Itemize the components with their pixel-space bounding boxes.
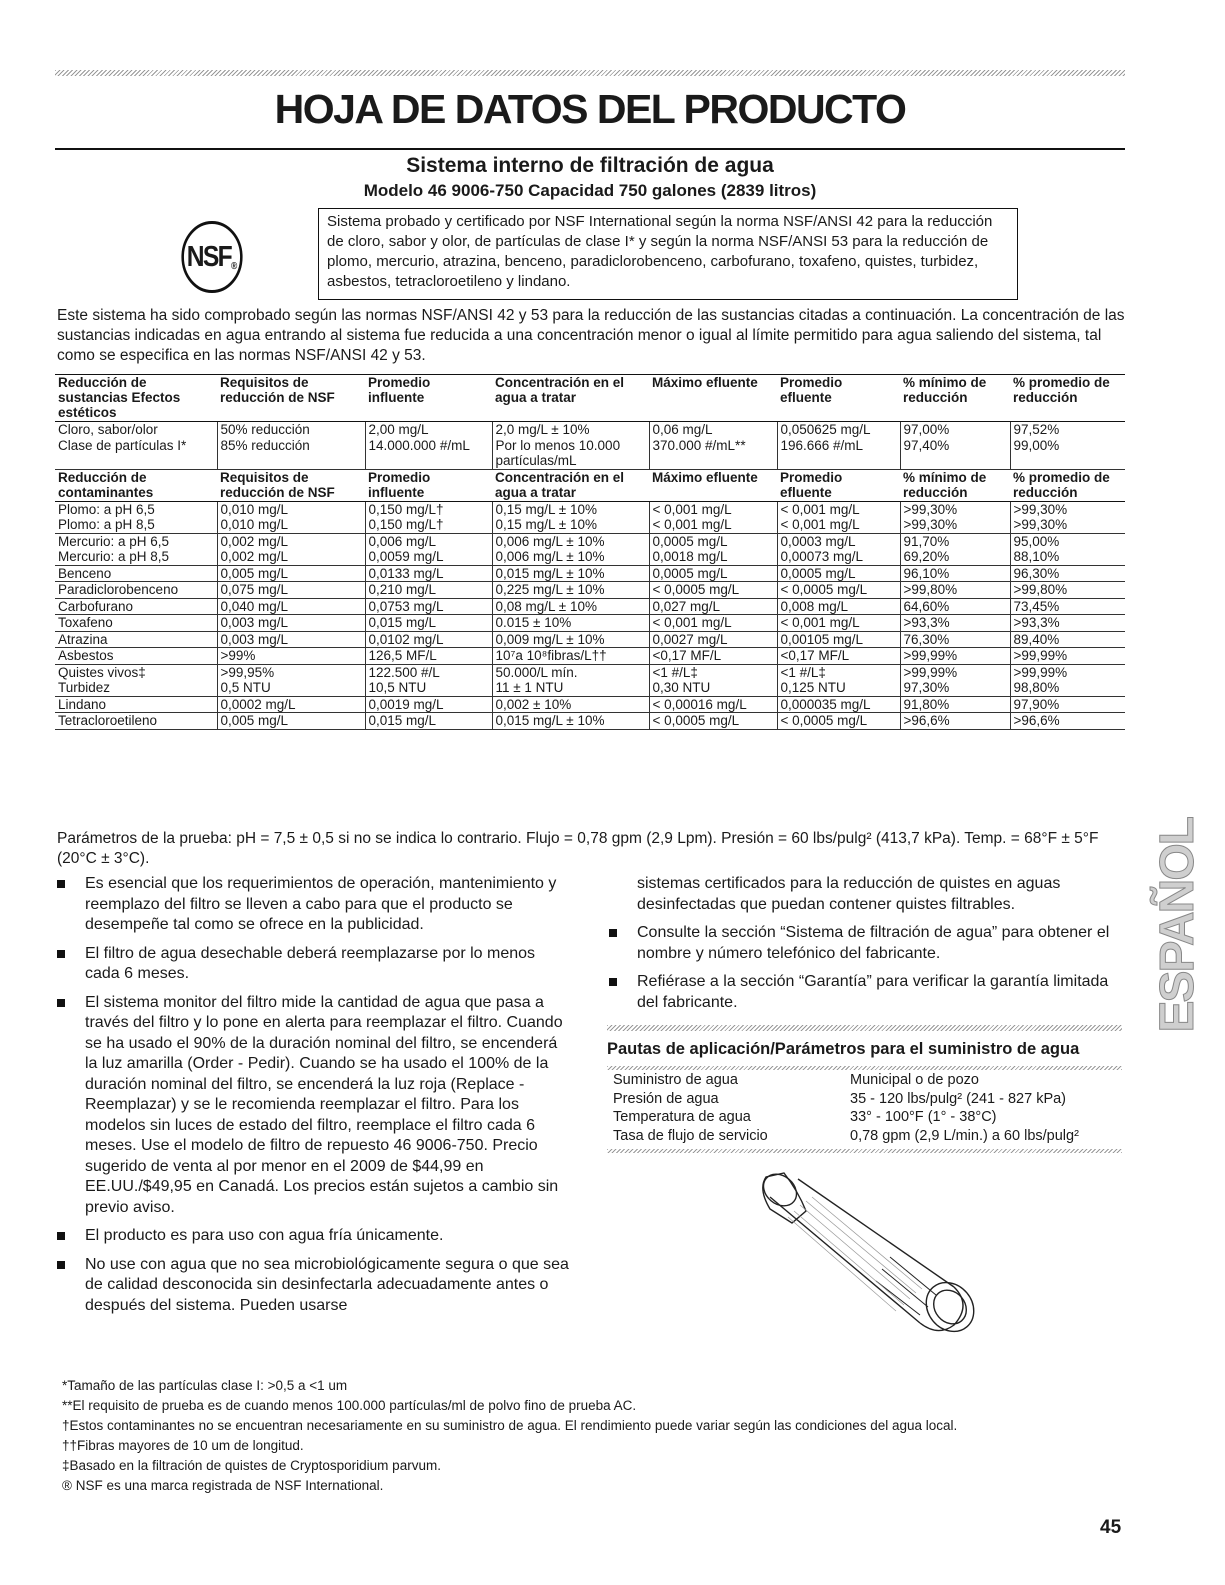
bullet-item: Es esencial que los requerimientos de operación, mantenimiento y reemplazo del filtro se lleven a cabo para que el producto se desempeñe tal como se ofrece en la publicidad. — [55, 874, 570, 936]
table-cell: 0,006 mg/L ± 10% 0,006 mg/L ± 10% — [492, 533, 649, 565]
table-cell: 89,40% — [1010, 631, 1125, 648]
intro-paragraph: Este sistema ha sido comprobado según las normas NSF/ANSI 42 y 53 para la reducción de las sustancias citadas a continuación. La concentración de las sustancias indicadas en agua entrando al sistema fue reducida a una concentración menor o igual al límite permitido para agua saliendo del sistema, tal como se especifica en las normas NSF/ANSI 42 y 53. — [57, 307, 1125, 364]
table-cell: 0,027 mg/L — [649, 598, 777, 615]
table-cell: 0,0102 mg/L — [365, 631, 492, 648]
table-cell: 122.500 #/L 10,5 NTU — [365, 664, 492, 696]
footnote: **El requisito de prueba es de cuando menos 100.000 partículas/ml de polvo fino de prueba AC. — [62, 1398, 637, 1413]
column-header: Máximo efluente — [649, 375, 777, 422]
table-cell: >99,99% 98,80% — [1010, 664, 1125, 696]
table-cell: >99,30% >99,30% — [1010, 501, 1125, 533]
column-header: Promedio efluente — [777, 375, 900, 422]
table-cell: 0,000035 mg/L — [777, 696, 900, 713]
table-cell: 91,80% — [900, 696, 1010, 713]
table-cell: < 0,001 mg/L — [777, 615, 900, 632]
table-cell: 0,015 mg/L ± 10% — [492, 565, 649, 582]
guideline-label: Presión de agua — [613, 1090, 719, 1107]
table-cell: 0.015 ± 10% — [492, 615, 649, 632]
table-cell: 0,002 mg/L 0,002 mg/L — [217, 533, 365, 565]
table-cell: 64,60% — [900, 598, 1010, 615]
test-parameters: Parámetros de la prueba: pH = 7,5 ± 0,5 si no se indica lo contrario. Flujo = 0,78 gpm (2,9 Lpm). Presión = 60 lbs/pulg² (413,7 kPa). Temp. = 68°F ± 5°F (20°C ± 3°C). — [57, 830, 1099, 867]
table-cell: 10⁷a 10⁸fibras/L†† — [492, 648, 649, 665]
table-cell: Paradiclorobenceno — [55, 582, 217, 599]
table-cell: Benceno — [55, 565, 217, 582]
table-cell: 0,0002 mg/L — [217, 696, 365, 713]
table-cell: >99,80% — [1010, 582, 1125, 599]
column-header: % mínimo de reducción — [900, 469, 1010, 501]
column-header: Requisitos de reducción de NSF — [217, 469, 365, 501]
footnote: *Tamaño de las partículas clase I: >0,5 a <1 um — [62, 1378, 348, 1393]
table-cell: 0,0005 mg/L 0,0018 mg/L — [649, 533, 777, 565]
table-row — [55, 582, 1125, 599]
filter-cartridge-illustration — [740, 1165, 990, 1345]
table-row — [55, 631, 1125, 648]
table-cell: 95,00% 88,10% — [1010, 533, 1125, 565]
table-row — [55, 598, 1125, 615]
column-header: Concentración en el agua a tratar — [492, 375, 649, 422]
footnote: ‡Basado en la filtración de quistes de Cryptosporidium parvum. — [62, 1458, 441, 1473]
subtitle: Sistema interno de filtración de agua — [406, 154, 774, 177]
table-cell: >99% — [217, 648, 365, 665]
table-cell: 0,040 mg/L — [217, 598, 365, 615]
table-cell: 0,009 mg/L ± 10% — [492, 631, 649, 648]
right-bullets — [607, 923, 1122, 1013]
table-cell: 0,06 mg/L 370.000 #/mL** — [649, 422, 777, 470]
table-cell: 0,005 mg/L — [217, 565, 365, 582]
footnotes — [62, 1376, 1132, 1496]
table-cell: Atrazina — [55, 631, 217, 648]
guideline-row — [607, 1090, 1122, 1109]
nsf-logo: NSF $_®$ — [181, 221, 242, 293]
table-cell: 96,10% — [900, 565, 1010, 582]
table-row — [55, 648, 1125, 665]
table-cell: 0,0005 mg/L — [649, 565, 777, 582]
bullet-item: Refiérase a la sección “Garantía” para verificar la garantía limitada del fabricante. — [607, 972, 1122, 1013]
guideline-row — [607, 1108, 1122, 1127]
column-header: Requisitos de reducción de NSF — [217, 375, 365, 422]
guideline-value: 0,78 gpm (2,9 L/min.) a 60 lbs/pulg² — [850, 1127, 1079, 1144]
column-header: % mínimo de reducción — [900, 375, 1010, 422]
guideline-row — [607, 1127, 1122, 1146]
nsf-logo-text: NSF — [186, 240, 231, 273]
bullet-item: El producto es para uso con agua fría únicamente. — [55, 1226, 570, 1247]
right-bullet-list — [607, 874, 1122, 1021]
guidelines-title: Pautas de aplicación/Parámetros para el suministro de agua — [607, 1040, 1080, 1058]
table-cell: >99,80% — [900, 582, 1010, 599]
language-side-label: ESPAÑOL — [1151, 818, 1204, 1033]
table-cell: Lindano — [55, 696, 217, 713]
table-cell: 2,0 mg/L ± 10% Por lo menos 10.000 partículas/mL — [492, 422, 649, 470]
table-cell: >99,30% >99,30% — [900, 501, 1010, 533]
guideline-row — [607, 1071, 1122, 1090]
column-header: Promedio influente — [365, 375, 492, 422]
table-cell: >99,99% 97,30% — [900, 664, 1010, 696]
table-header-row — [55, 469, 1125, 501]
table-cell: 126,5 MF/L — [365, 648, 492, 665]
model-line: Modelo 46 9006-750 Capacidad 750 galones (2839 litros) — [363, 181, 817, 200]
guideline-value: Municipal o de pozo — [850, 1072, 979, 1088]
table-cell: 0,0003 mg/L 0,00073 mg/L — [777, 533, 900, 565]
left-bullet-list — [55, 874, 570, 1324]
table-header-row — [55, 375, 1125, 422]
table-cell: >93,3% — [1010, 615, 1125, 632]
table-cell: < 0,0005 mg/L — [777, 582, 900, 599]
bullet-item: El filtro de agua desechable deberá reemplazarse por lo menos cada 6 meses. — [55, 944, 570, 985]
table-cell: 0,0019 mg/L — [365, 696, 492, 713]
column-header: % promedio de reducción — [1010, 469, 1125, 501]
guideline-value: 35 - 120 lbs/pulg² (241 - 827 kPa) — [850, 1090, 1067, 1107]
table-cell: >96,6% — [1010, 713, 1125, 730]
table-cell: Quistes vivos‡ Turbidez — [55, 664, 217, 696]
table-row — [55, 615, 1125, 632]
table-cell: 73,45% — [1010, 598, 1125, 615]
table-cell: 0,15 mg/L ± 10% 0,15 mg/L ± 10% — [492, 501, 649, 533]
table-row — [55, 713, 1125, 730]
table-cell: 0,210 mg/L — [365, 582, 492, 599]
table-cell: 0,015 mg/L ± 10% — [492, 713, 649, 730]
table-cell: 0,005 mg/L — [217, 713, 365, 730]
table-cell: <0,17 MF/L — [649, 648, 777, 665]
table-cell: 76,30% — [900, 631, 1010, 648]
footnote: ††Fibras mayores de 10 um de longitud. — [62, 1438, 304, 1453]
table-cell: 0,08 mg/L ± 10% — [492, 598, 649, 615]
table-cell: 0,0005 mg/L — [777, 565, 900, 582]
guideline-label: Tasa de flujo de servicio — [613, 1127, 768, 1144]
table-cell: <1 #/L‡ 0,30 NTU — [649, 664, 777, 696]
table-cell: 0,050625 mg/L 196.666 #/mL — [777, 422, 900, 470]
column-header: Reducción de sustancias Efectos estéticos — [55, 375, 217, 422]
table-cell: 97,00% 97,40% — [900, 422, 1010, 470]
certification-text: Sistema probado y certificado por NSF International según la norma NSF/ANSI 42 para la reducción de cloro, sabor y olor, de partículas de clase I* y según la norma NSF/ANSI 53 para la reducción de plomo, mercurio, atrazina, benceno, paradiclorobenceno, carbofurano, toxafeno, quistes, turbidez, asbestos, tetracloroetileno y lindano. — [327, 213, 993, 290]
column-header: Máximo efluente — [649, 469, 777, 501]
table-cell: 0,0133 mg/L — [365, 565, 492, 582]
table-cell: < 0,00016 mg/L — [649, 696, 777, 713]
table-cell: 0,225 mg/L ± 10% — [492, 582, 649, 599]
bullet-item: El sistema monitor del filtro mide la cantidad de agua que pasa a través del filtro y lo pone en alerta para reemplazar el filtro. Cuando se ha usado el 90% de la duración nominal del filtro, se encenderá la luz amarilla (Order - Pedir). Cuando se ha usado el 100% de la duración nominal del filtro, se encenderá la luz roja (Replace - Reemplazar) y se le recomienda reemplazar el filtro. Para los modelos sin luces de estado del filtro, reemplace el filtro cada 6 meses. Use el modelo de filtro de repuesto 46 9006-750. Precio sugerido de venta al por menor en el 2009 de $44,99 en EE.UU./$49,95 en Canadá. Los precios están sujetos a cambio sin previo aviso. — [55, 993, 570, 1219]
table-cell: >99,99% — [900, 648, 1010, 665]
bullet-item: No use con agua que no sea microbiológicamente segura o que sea de calidad desconocida sin desinfectarla adecuadamente antes o después del sistema. Pueden usarse — [55, 1255, 570, 1317]
table-cell: >93,3% — [900, 615, 1010, 632]
title-rule — [55, 148, 1125, 150]
guidelines-mid-hatch — [607, 1066, 1122, 1070]
table-cell: < 0,001 mg/L — [649, 615, 777, 632]
table-cell: < 0,0005 mg/L — [777, 713, 900, 730]
table-cell: 0,00105 mg/L — [777, 631, 900, 648]
guideline-value: 33° - 100°F (1° - 38°C) — [850, 1109, 997, 1125]
table-cell: 97,90% — [1010, 696, 1125, 713]
table-cell: 0,150 mg/L† 0,150 mg/L† — [365, 501, 492, 533]
table-cell: 91,70% 69,20% — [900, 533, 1010, 565]
table-cell: <0,17 MF/L — [777, 648, 900, 665]
top-hatch-rule — [55, 70, 1125, 76]
table-cell: 97,52% 99,00% — [1010, 422, 1125, 470]
column-header: Concentración en el agua a tratar — [492, 469, 649, 501]
column-header: Reducción de contaminantes — [55, 469, 217, 501]
table-cell: < 0,0005 mg/L — [649, 582, 777, 599]
table-cell: 0,003 mg/L — [217, 631, 365, 648]
column-header: % promedio de reducción — [1010, 375, 1125, 422]
guidelines-top-hatch — [607, 1025, 1122, 1031]
certification-box — [318, 208, 1018, 300]
column-header: Promedio influente — [365, 469, 492, 501]
table-cell: 0,015 mg/L — [365, 713, 492, 730]
table-cell: 50.000/L mín. 11 ± 1 NTU — [492, 664, 649, 696]
table-row — [55, 565, 1125, 582]
guideline-label: Suministro de agua — [613, 1072, 738, 1088]
performance-table — [55, 374, 1125, 730]
table-row — [55, 664, 1125, 696]
table-cell: >99,99% — [1010, 648, 1125, 665]
page-title: HOJA DE DATOS DEL PRODUCTO — [274, 86, 906, 132]
table-cell: Cloro, sabor/olor Clase de partículas I* — [55, 422, 217, 470]
table-cell: 0,075 mg/L — [217, 582, 365, 599]
page-number: 45 — [1100, 1517, 1122, 1538]
table-cell: < 0,001 mg/L < 0,001 mg/L — [649, 501, 777, 533]
table-row — [55, 696, 1125, 713]
table-cell: 2,00 mg/L 14.000.000 #/mL — [365, 422, 492, 470]
table-cell: 0,015 mg/L — [365, 615, 492, 632]
table-cell: 0,0027 mg/L — [649, 631, 777, 648]
guideline-label: Temperatura de agua — [613, 1109, 751, 1125]
table-cell: 0,008 mg/L — [777, 598, 900, 615]
table-cell: 96,30% — [1010, 565, 1125, 582]
table-row — [55, 422, 1125, 470]
column-header: Promedio efluente — [777, 469, 900, 501]
table-cell: 0,002 ± 10% — [492, 696, 649, 713]
table-row — [55, 533, 1125, 565]
contaminant-section — [55, 469, 1125, 729]
aesthetic-section — [55, 375, 1125, 470]
guidelines-table — [607, 1071, 1122, 1145]
table-cell: Mercurio: a pH 6,5 Mercurio: a pH 8,5 — [55, 533, 217, 565]
table-cell: < 0,0005 mg/L — [649, 713, 777, 730]
footnote: †Estos contaminantes no se encuentran necesariamente en su suministro de agua. El rendimiento puede variar según las condiciones del agua local. — [62, 1418, 958, 1433]
table-cell: < 0,001 mg/L < 0,001 mg/L — [777, 501, 900, 533]
table-cell: >96,6% — [900, 713, 1010, 730]
table-cell: Carbofurano — [55, 598, 217, 615]
guidelines-bottom-hatch — [607, 1149, 1122, 1153]
bullet-item: Consulte la sección “Sistema de filtración de agua” para obtener el nombre y número telefónico del fabricante. — [607, 923, 1122, 964]
table-cell: Plomo: a pH 6,5 Plomo: a pH 8,5 — [55, 501, 217, 533]
table-cell: 0,0753 mg/L — [365, 598, 492, 615]
table-cell: Toxafeno — [55, 615, 217, 632]
table-cell: 50% reducción 85% reducción — [217, 422, 365, 470]
bullet-continuation: sistemas certificados para la reducción de quistes en aguas desinfectadas que puedan contener quistes filtrables. — [637, 875, 1061, 913]
table-cell: <1 #/L‡ 0,125 NTU — [777, 664, 900, 696]
table-cell: >99,95% 0,5 NTU — [217, 664, 365, 696]
table-row — [55, 501, 1125, 533]
table-cell: Tetracloroetileno — [55, 713, 217, 730]
table-cell: 0,010 mg/L 0,010 mg/L — [217, 501, 365, 533]
table-cell: Asbestos — [55, 648, 217, 665]
table-cell: 0,003 mg/L — [217, 615, 365, 632]
footnote: ® NSF es una marca registrada de NSF International. — [62, 1478, 384, 1493]
table-cell: 0,006 mg/L 0,0059 mg/L — [365, 533, 492, 565]
